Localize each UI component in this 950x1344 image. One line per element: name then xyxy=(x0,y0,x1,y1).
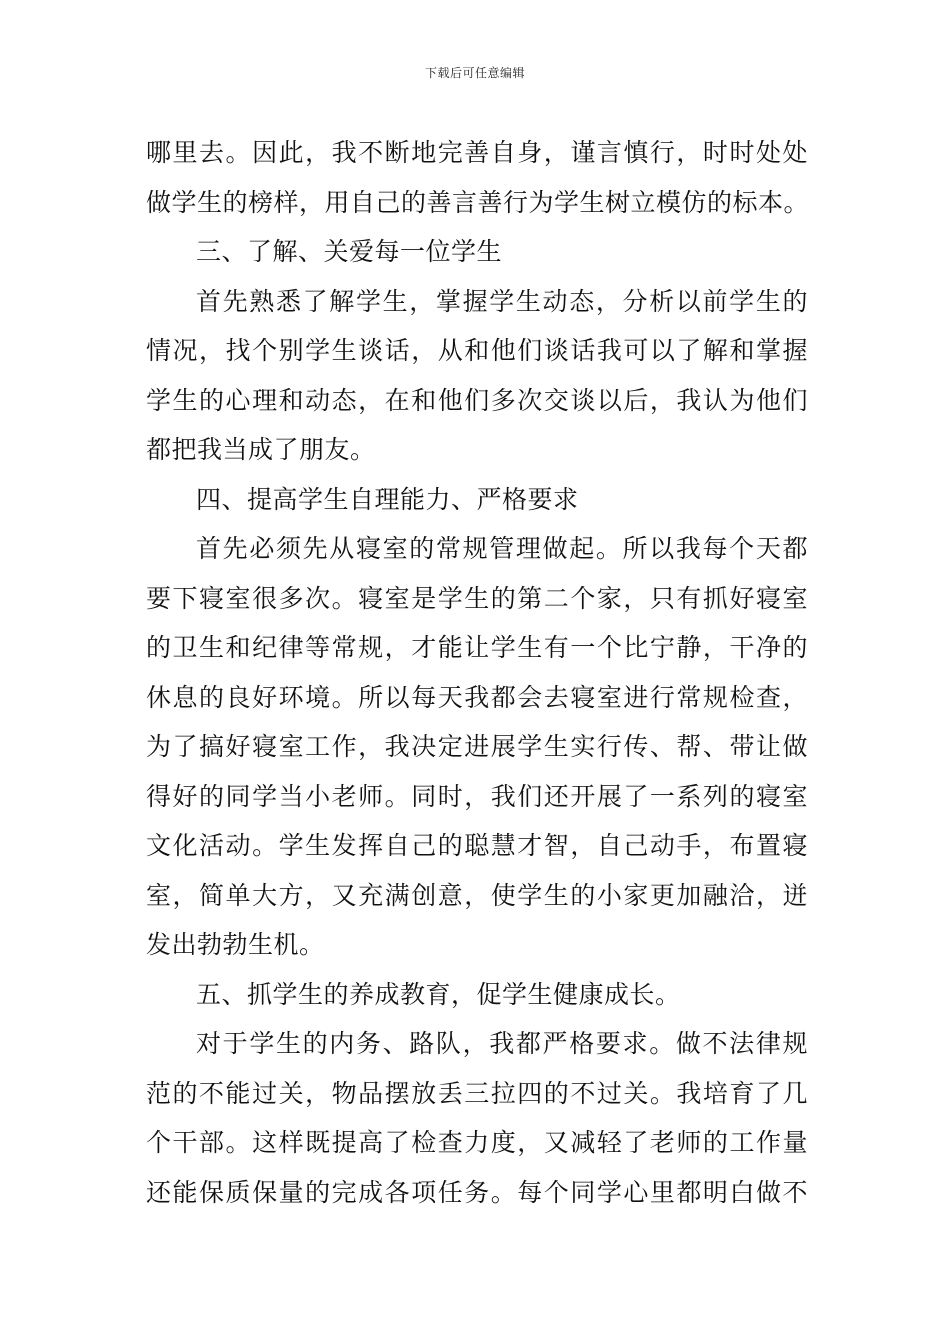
text-line: 文化活动。学生发挥自己的聪慧才智，自己动手，布置寝 xyxy=(146,831,808,860)
text-line: 对于学生的内务、路队，我都严格要求。做不法律规 xyxy=(196,1029,808,1058)
section-heading: 三、了解、关爱每一位学生 xyxy=(196,237,503,266)
text-line: 个干部。这样既提高了检查力度，又减轻了老师的工作量 xyxy=(146,1128,808,1157)
text-line: 范的不能过关，物品摆放丢三拉四的不过关。我培育了几 xyxy=(146,1078,808,1108)
text-line: 做学生的榜样，用自己的善言善行为学生树立模仿的标本。 xyxy=(146,187,810,217)
text-line: 的卫生和纪律等常规，才能让学生有一个比宁静，干净的 xyxy=(146,633,808,662)
text-line: 学生的心理和动态，在和他们多次交谈以后，我认为他们 xyxy=(146,385,808,415)
document-body xyxy=(146,128,808,1217)
text-line: 情况，找个别学生谈话，从和他们谈话我可以了解和掌握 xyxy=(146,336,808,365)
section-heading: 四、提高学生自理能力、严格要求 xyxy=(196,484,579,514)
text-line: 要下寝室很多次。寝室是学生的第二个家，只有抓好寝室 xyxy=(146,583,808,613)
text-line: 都把我当成了朋友。 xyxy=(146,435,376,464)
page-header: 下载后可任意编辑 xyxy=(424,66,525,80)
section-heading: 五、抓学生的养成教育，促学生健康成长。 xyxy=(196,979,681,1009)
text-line: 休息的良好环境。所以每天我都会去寝室进行常规检查， xyxy=(146,682,808,712)
text-line: 还能保质保量的完成各项任务。每个同学心里都明白做不 xyxy=(146,1177,808,1207)
text-line: 得好的同学当小老师。同时，我们还开展了一系列的寝室 xyxy=(146,781,808,811)
text-line: 首先熟悉了解学生，掌握学生动态，分析以前学生的 xyxy=(196,286,808,316)
text-line: 首先必须先从寝室的常规管理做起。所以我每个天都 xyxy=(196,534,808,563)
text-line: 哪里去。因此，我不断地完善自身，谨言慎行，时时处处 xyxy=(146,138,808,167)
text-line: 为了搞好寝室工作，我决定进展学生实行传、帮、带让做 xyxy=(146,732,808,761)
text-line: 发出勃勃生机。 xyxy=(146,930,325,959)
text-line: 室，简单大方，又充满创意，使学生的小家更加融洽，迸 xyxy=(146,880,808,910)
